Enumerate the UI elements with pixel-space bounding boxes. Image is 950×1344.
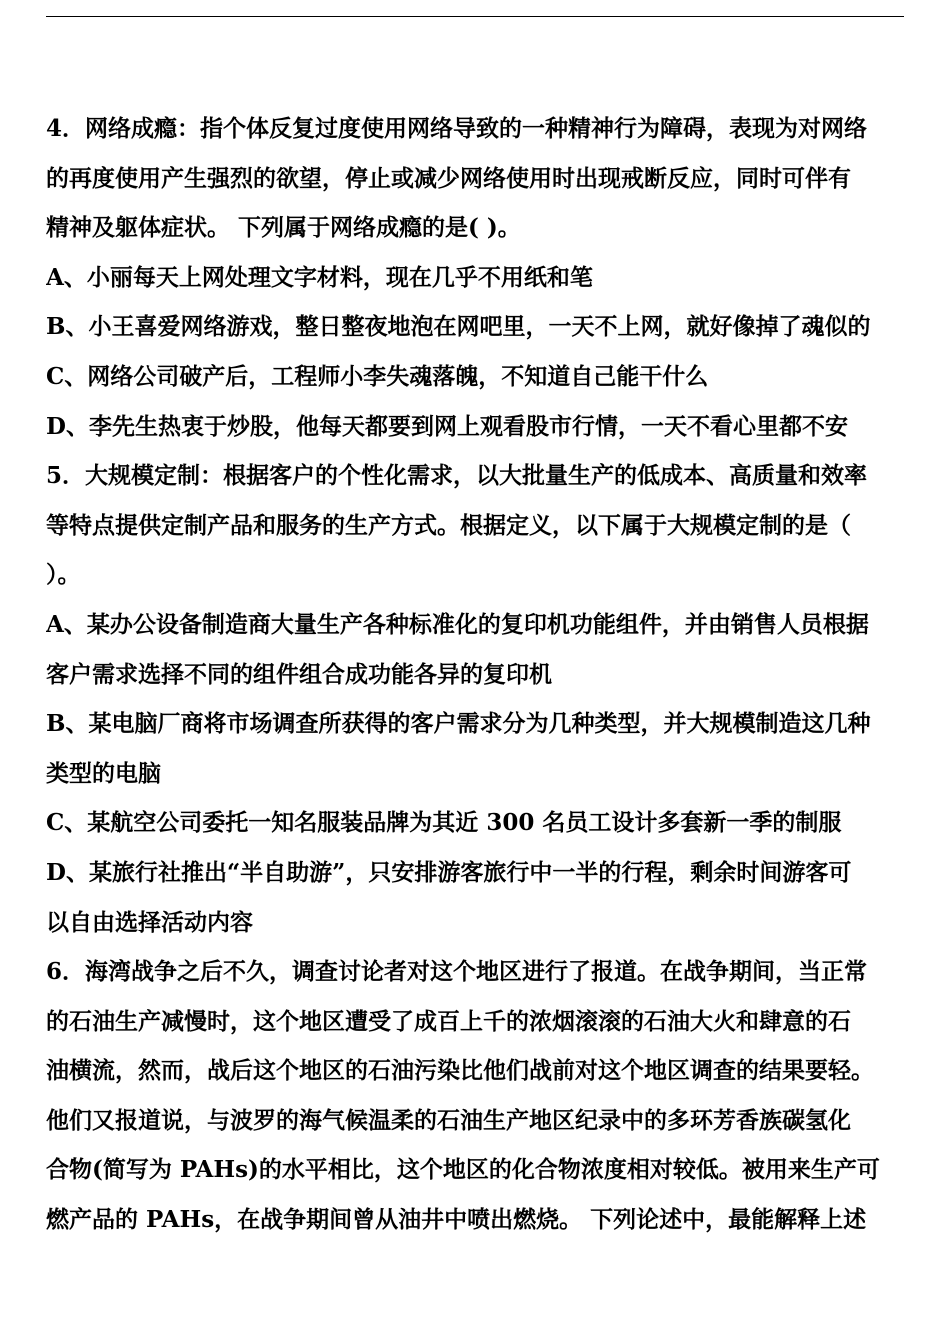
q4-option-a: A、小丽每天上网处理文字材料，现在几乎不用纸和笔: [46, 263, 593, 291]
q6-stem-line-3: 油横流，然而，战后这个地区的石油污染比他们战前对这个地区调查的结果要轻。: [46, 1057, 874, 1085]
q5-option-c: C、某航空公司委托一知名服装品牌为其近 300 名员工设计多套新一季的制服: [46, 809, 842, 837]
q5-option-a-line-2: 客户需求选择不同的组件组合成功能各异的复印机: [46, 660, 552, 688]
q4-option-d: D、李先生热衷于炒股，他每天都要到网上观看股市行情，一天不看心里都不安: [46, 412, 848, 440]
q5-option-b-line-1: B、某电脑厂商将市场调查所获得的客户需求分为几种类型，并大规模制造这几种: [46, 710, 871, 738]
q5-stem-line-1: 5．大规模定制：根据客户的个性化需求，以大批量生产的低成本、高质量和效率: [46, 462, 868, 490]
header-rule: [46, 16, 904, 17]
q6-stem-line-2: 的石油生产减慢时，这个地区遭受了成百上千的浓烟滚滚的石油大火和肆意的石: [46, 1007, 851, 1035]
q4-option-b: B、小王喜爱网络游戏，整日整夜地泡在网吧里，一天不上网，就好像掉了魂似的: [46, 313, 871, 341]
q6-stem-line-1: 6．海湾战争之后不久，调查讨论者对这个地区进行了报道。在战争期间，当正常: [46, 958, 868, 986]
q6-stem-line-6: 燃产品的 PAHs，在战争期间曾从油井中喷出燃烧。 下列论述中，最能解释上述: [46, 1206, 867, 1234]
q6-stem-line-4: 他们又报道说，与波罗的海气候温柔的石油生产地区纪录中的多环芳香族碳氢化: [46, 1106, 851, 1134]
q5-option-b-line-2: 类型的电脑: [46, 759, 161, 787]
q4-stem-line-3: 精神及躯体症状。 下列属于网络成瘾的是( )。: [46, 214, 521, 242]
q4-stem-line-2: 的再度使用产生强烈的欲望，停止或减少网络使用时出现戒断反应，同时可伴有: [46, 164, 851, 192]
q5-stem-line-2: 等特点提供定制产品和服务的生产方式。根据定义，以下属于大规模定制的是（: [46, 511, 851, 539]
q4-stem-line-1: 4．网络成瘾：指个体反复过度使用网络导致的一种精神行为障碍，表现为对网络: [46, 115, 868, 142]
q5-option-d-line-2: 以自由选择活动内容: [46, 908, 253, 936]
q5-stem-line-3: ）。: [46, 561, 81, 589]
q5-option-d-line-1: D、某旅行社推出“半自助游”，只安排游客旅行中一半的行程，剩余时间游客可: [46, 858, 852, 886]
q4-option-c: C、网络公司破产后，工程师小李失魂落魄，不知道自己能干什么: [46, 362, 709, 390]
q5-option-a-line-1: A、某办公设备制造商大量生产各种标准化的复印机功能组件，并由销售人员根据: [46, 610, 869, 638]
document-body: [46, 104, 908, 1245]
q6-stem-line-5: 合物(简写为 PAHs)的水平相比，这个地区的化合物浓度相对较低。被用来生产可: [46, 1156, 880, 1184]
